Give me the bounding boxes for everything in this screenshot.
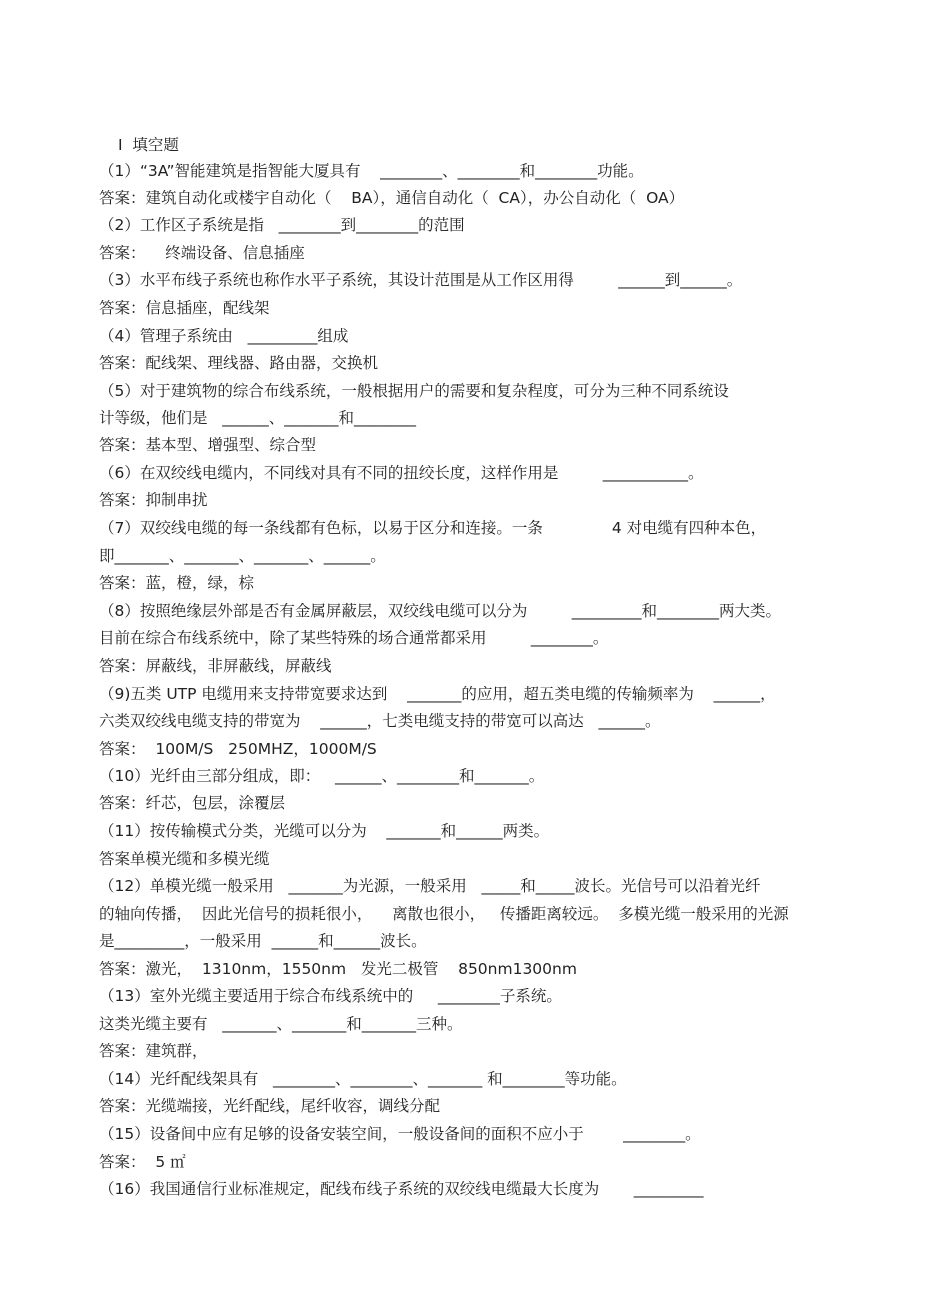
question-4: （4）管理子系统由 _________组成 <box>99 327 349 345</box>
question-16: （16）我国通信行业标准规定，配线布线子系统的双绞线电缆最大长度为 _________ <box>99 1180 704 1198</box>
answer-2: 答案： 终端设备、信息插座 <box>99 244 305 262</box>
answer-10: 答案：纤芯，包层，涂覆层 <box>99 794 286 812</box>
question-12-line-1: （12）单模光缆一般采用 _______为光源，一般采用 _____和_____波长。光信号可以沿着光纤 <box>99 877 761 895</box>
answer-8: 答案：屏蔽线，非屏蔽线，屏蔽线 <box>99 657 332 675</box>
question-3: （3）水平布线子系统也称作水平子系统，其设计范围是从工作区用得 ______到______。 <box>99 271 743 289</box>
answer-14: 答案：光缆端接，光纤配线，尾纤收容，调线分配 <box>99 1097 441 1115</box>
answer-3: 答案：信息插座，配线架 <box>99 299 270 317</box>
answer-13: 答案：建筑群， <box>99 1042 208 1060</box>
question-7-line-2: 即_______、_______、_______、______。 <box>99 547 386 565</box>
question-6: （6）在双绞线电缆内，不同线对具有不同的扭绞长度，这样作用是 ___________。 <box>99 464 704 482</box>
question-11: （11）按传输模式分类，光缆可以分为 _______和______两类。 <box>99 822 550 840</box>
section-title: Ⅰ 填空题 <box>118 136 179 154</box>
question-13-line-1: （13）室外光缆主要适用于综合布线系统中的 ________子系统。 <box>99 987 562 1005</box>
question-9-line-1: （9)五类 UTP 电缆用来支持带宽要求达到 _______的应用，超五类电缆的传输频率为 ______， <box>99 685 776 703</box>
answer-1: 答案：建筑自动化或楼宇自动化（ BA），通信自动化（ CA），办公自动化（ OA） <box>99 189 685 207</box>
question-14: （14）光纤配线架具有 ________、________、_______ 和________等功能。 <box>99 1070 627 1088</box>
question-15: （15）设备间中应有足够的设备安装空间，一般设备间的面积不应小于 ________。 <box>99 1125 701 1143</box>
question-9-line-2: 六类双绞线电缆支持的带宽为 ______，七类电缆支持的带宽可以高达 ______。 <box>99 712 661 730</box>
answer-12: 答案：激光， 1310nm，1550nm 发光二极管 850nm1300nm <box>99 960 577 978</box>
answer-4: 答案：配线架、理线器、路由器，交换机 <box>99 354 379 372</box>
question-7-line-1: （7）双绞线电缆的每一条线都有色标，以易于区分和连接。一条 4 对电缆有四种本色， <box>99 519 767 537</box>
answer-11: 答案单模光缆和多模光缆 <box>99 850 270 868</box>
answer-7: 答案：蓝，橙，绿，棕 <box>99 574 255 592</box>
answer-15: 答案： 5 ㎡ <box>99 1153 186 1171</box>
question-13-line-2: 这类光缆主要有 _______、_______和_______三种。 <box>99 1015 463 1033</box>
answer-6: 答案：抑制串扰 <box>99 491 208 509</box>
question-5-line-1: （5）对于建筑物的综合布线系统，一般根据用户的需要和复杂程度，可分为三种不同系统设 <box>99 382 729 400</box>
question-10: （10）光纤由三部分组成，即： ______、________和_______。 <box>99 767 545 785</box>
question-12-line-3: 是_________，一般采用 ______和______波长。 <box>99 932 427 950</box>
question-1: （1）“3A”智能建筑是指智能大厦具有 ________、________和________功能。 <box>99 162 644 180</box>
question-8-line-1: （8）按照绝缘层外部是否有金属屏蔽层，双绞线电缆可以分为 _________和________两大类。 <box>99 602 781 620</box>
answer-9: 答案： 100M/S 250MHZ，1000M/S <box>99 740 377 758</box>
question-12-line-2: 的轴向传播， 因此光信号的损耗很小， 离散也很小， 传播距离较远。 多模光缆一般采用的光源 <box>99 905 789 923</box>
question-5-line-2: 计等级，他们是 ______、_______和________ <box>99 409 417 427</box>
question-8-line-2: 目前在综合布线系统中，除了某些特殊的场合通常都采用 ________。 <box>99 629 609 647</box>
question-2: （2）工作区子系统是指 ________到________的范围 <box>99 216 465 234</box>
answer-5: 答案：基本型、增强型、综合型 <box>99 436 317 454</box>
